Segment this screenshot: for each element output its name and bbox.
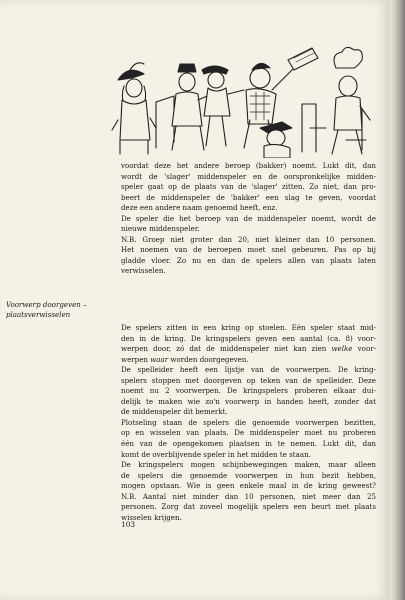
- text-block-continuation: [121, 161, 376, 277]
- text-line: verwisselen.: [121, 266, 166, 276]
- text-line: Het noemen van de beroepen moet snel gebeuren. Pas op bij: [121, 245, 376, 255]
- figure-hat-lady: [112, 63, 156, 154]
- text-line: wisselen krijgen.: [121, 512, 182, 522]
- margin-heading-line: plaatsverwisselen: [6, 310, 71, 319]
- text-block-game-description: [121, 323, 376, 523]
- text-line: werpen door, zó dat de middenspeler niet kan zien welke voor-: [121, 344, 377, 354]
- cartoon-illustration: [110, 40, 375, 158]
- text-line: wordt de 'slager' middenspeler en de oorspronkelijke midden-: [121, 171, 376, 181]
- margin-heading: [6, 300, 114, 320]
- text-line: N.B. Aantal niet minder dan 10 personen, niet meer dan 25: [121, 491, 376, 501]
- text-line: spelers stoppen met doorgeven op teken van de spelleider. Deze: [121, 375, 376, 385]
- text-line: De kringspelers mogen schijnbewegingen maken, maar alleen: [121, 460, 376, 470]
- text-line: De spelleider heeft een lijstje van de voorwerpen. De kring-: [121, 365, 376, 375]
- text-line: beert de middenspeler de 'bakker' een slag te geven, voordat: [121, 192, 376, 202]
- text-line: nieuwe middenspeler.: [121, 224, 200, 234]
- text-line: De spelers zitten in een kring op stoelen. Eén speler staat mid-: [121, 323, 376, 332]
- page-number: 103: [121, 520, 136, 529]
- text-line: De speler die het beroep van de middenspeler noemt, wordt de: [121, 213, 376, 223]
- text-line: Plotseling staan de spelers die genoemde voorwerpen bezitten,: [121, 417, 376, 427]
- text-line: personen. Zorg dat zoveel mogelijk spelers een beurt met plaats: [121, 502, 376, 512]
- text-line: de middenspeler dit bemerkt.: [121, 407, 228, 417]
- text-line: speler gaat op de plaats van de 'slager' zitten. Zo niet, dan pro-: [121, 182, 376, 192]
- text-line: gladde vloer. Zo nu en dan de spelers allen van plaats laten: [121, 255, 376, 265]
- text-line: den in de kring. De kringspelers geven een aantal (ca. 8) voor-: [121, 333, 376, 343]
- book-page-edge: [390, 0, 405, 600]
- margin-heading-line: Voorwerp doorgeven –: [6, 300, 87, 309]
- text-line: mogen opstaan. Wie is geen enkele maal in de kring geweest?: [121, 481, 376, 491]
- text-line: deze een andere naam genoemd heeft, enz.: [121, 203, 278, 213]
- text-line: één van de opengekomen plaatsen in te nemen. Lukt dit, dan: [121, 439, 376, 449]
- text-line: op en wisselen van plaats. De middenspeler moet nu proberen: [121, 428, 376, 438]
- text-line: de spelers die genoemde voorwerpen in hun bezit hebben,: [121, 470, 376, 480]
- text-line: komt de overblijvende speler in het midden te staan.: [121, 449, 311, 459]
- text-line: N.B. Groep niet groter dan 20, niet kleiner dan 10 personen.: [121, 234, 376, 244]
- text-line: werpen waar worden doorgegeven.: [121, 354, 249, 364]
- text-line: voordat deze het andere beroep (bakker) noemt. Lukt dit, dan: [121, 161, 376, 170]
- text-line: noemt nu 2 voorwerpen. De kringspelers proberen elkaar dui-: [121, 386, 376, 396]
- text-line: delijk te maken wie zo'n voorwerp in handen heeft, zonder dat: [121, 396, 376, 406]
